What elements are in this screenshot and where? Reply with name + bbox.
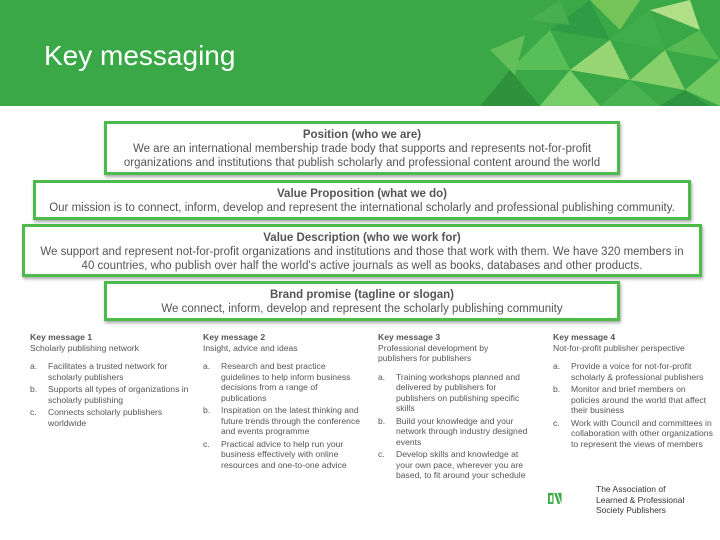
position-heading: Position (who we are) — [302, 129, 422, 141]
value-proposition-line-1: Our mission is to connect, inform, develop and represent the international scholarly and professional publishing community. — [49, 202, 675, 214]
header-pattern-graphic — [470, 0, 720, 106]
position-line-1: We are an international membership trade body that supports and represents not-for-profit — [132, 143, 592, 155]
list-item: c. Connects scholarly publishers worldwide — [30, 407, 163, 428]
key-message-subtitle: Professional development by publishers for publishers — [378, 342, 489, 363]
key-message-4 — [553, 332, 713, 451]
key-message-heading: Key message 3 — [378, 332, 441, 342]
list-item: b. Monitor and brief members on policies around the world that affect their business — [553, 384, 707, 415]
key-message-3 — [378, 332, 528, 483]
list-item: c. Practical advice to help run your business effectively with online resources and one-to-one advice — [203, 438, 347, 470]
title-banner — [0, 0, 720, 106]
value-proposition-box — [33, 180, 691, 220]
list-item: b. Supports all types of organizations in scholarly publishing — [30, 384, 189, 405]
value-description-line-1: We support and represent not-for-profit organizations and institutions and those that work with them. We have 320 members in — [40, 246, 684, 258]
value-description-line-2: 40 countries, who publish over half the world's active journals as well as books, databases and other products. — [81, 260, 643, 272]
list-item: a. Provide a voice for not-for-profit scholarly & professional publishers — [553, 361, 704, 382]
position-line-2: organizations and institutions that publish scholarly and professional content around the world — [123, 157, 601, 169]
key-message-heading: Key message 2 — [203, 332, 266, 342]
key-message-subtitle: Insight, advice and ideas — [203, 342, 298, 353]
logo-text: The Association of Learned & Professional Society Publishers — [596, 484, 685, 515]
alpsp-logo-icon — [548, 480, 594, 518]
list-item: b. Build your knowledge and your network through industry designed events — [378, 415, 528, 447]
list-item: c. Work with Council and committees in collaboration with other organizations to represent the views of members — [553, 417, 713, 449]
position-box — [104, 121, 620, 175]
brand-promise-heading: Brand promise (tagline or slogan) — [269, 289, 455, 301]
key-message-subtitle: Not-for-profit publisher perspective — [553, 342, 685, 353]
list-item: b. Inspiration on the latest thinking and future trends through the conference and events programme — [203, 405, 361, 436]
key-message-heading: Key message 1 — [30, 332, 93, 342]
key-message-2 — [203, 332, 361, 472]
list-item: a. Training workshops planned and delivered by publishers for publishers on publishing specific skills — [378, 371, 520, 413]
key-message-1 — [30, 332, 190, 430]
list-item: a. Facilitates a trusted network for scholarly publishers — [30, 361, 168, 382]
key-message-heading: Key message 4 — [553, 332, 616, 342]
brand-promise-line-1: We connect, inform, develop and represent the scholarly publishing community — [161, 303, 563, 315]
value-description-heading: Value Description (who we work for) — [263, 232, 461, 244]
key-message-subtitle: Scholarly publishing network — [30, 342, 139, 353]
page-title: Key messaging — [44, 40, 236, 71]
value-description-box — [22, 224, 702, 277]
brand-promise-box — [104, 281, 620, 321]
list-item: a. Research and best practice guidelines to help inform business decisions from a range of publications — [203, 361, 351, 403]
list-item: c. Develop skills and knowledge at your own pace, wherever you are based, to fit around your schedule — [378, 449, 526, 480]
value-proposition-heading: Value Proposition (what we do) — [277, 188, 447, 200]
